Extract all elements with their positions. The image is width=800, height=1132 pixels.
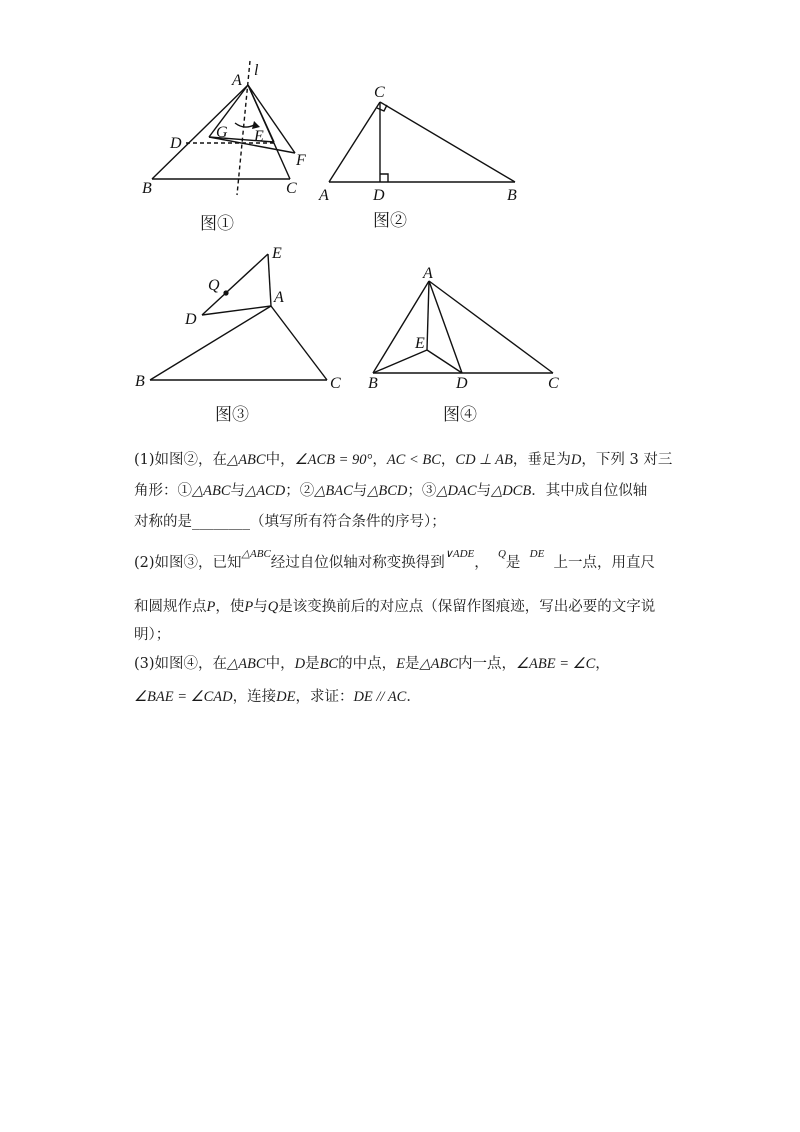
fig1-label-G: G — [216, 124, 228, 141]
text: ， — [595, 656, 610, 672]
text: ，下列 3 对三 — [581, 452, 673, 468]
text: 的中点， — [338, 656, 397, 672]
text: 上一点，用直尺 — [553, 555, 656, 571]
text: 和圆规作点 — [134, 599, 207, 615]
figure-2 — [315, 80, 525, 205]
q1-line1 — [134, 450, 672, 470]
math: Q — [497, 548, 506, 560]
fig3-label-B: B — [135, 373, 145, 390]
fig1-label-D: D — [170, 135, 182, 152]
math: △BAC — [314, 483, 353, 499]
text: 与 — [476, 483, 492, 499]
text: ， — [440, 452, 456, 468]
fig1-label-C: C — [286, 180, 297, 197]
text: 对称的是________（填写所有符合条件的序号）； — [134, 514, 446, 530]
text: 与 — [253, 599, 268, 615]
math: △ABC — [192, 483, 231, 499]
math: DE — [276, 689, 296, 705]
q2-line1 — [134, 548, 656, 574]
math: D — [294, 656, 306, 672]
figure-1 — [130, 55, 330, 205]
text: ，连接 — [232, 689, 277, 705]
fig4-label-B: B — [368, 375, 378, 392]
text: 是 — [404, 656, 420, 672]
fig2-label-D: D — [373, 187, 385, 204]
fig3-label-Q: Q — [208, 277, 220, 294]
text: 中， — [265, 452, 295, 468]
math: P — [206, 599, 216, 615]
fig2-label-A: A — [319, 187, 329, 204]
fig1-label-A: A — [232, 72, 242, 89]
fig3-label-A: A — [274, 289, 284, 306]
fig2-label-B: B — [507, 187, 517, 204]
text: ，求证： — [295, 689, 354, 705]
text: 与 — [230, 483, 246, 499]
text: 明）； — [134, 627, 171, 643]
math: ∠ABE = ∠C — [516, 656, 596, 672]
q3-line1 — [134, 654, 610, 674]
text: (2)如图③，已知 — [134, 555, 242, 571]
fig1-label-E: E — [254, 128, 264, 145]
math: DE // AC — [353, 689, 407, 705]
math: △DAC — [436, 483, 477, 499]
math: DE — [529, 548, 545, 560]
math: △ACD — [245, 483, 286, 499]
fig4-label-A: A — [423, 265, 433, 282]
fig4-label-D: D — [456, 375, 468, 392]
text: ，垂足为 — [512, 452, 571, 468]
text: ．其中成自位似轴 — [531, 483, 648, 499]
text: 与 — [352, 483, 368, 499]
fig3-label-D: D — [185, 311, 197, 328]
math: CD ⊥ AB — [455, 452, 513, 468]
fig1-caption: 图① — [200, 214, 234, 234]
fig4-label-E: E — [415, 335, 425, 352]
text: 中， — [265, 656, 295, 672]
math: AC < BC — [386, 452, 441, 468]
math: BC — [319, 656, 339, 672]
q2-line3 — [134, 625, 170, 645]
q1-line2 — [134, 481, 647, 501]
text: ，使 — [215, 599, 245, 615]
text: 是 — [305, 656, 320, 672]
math: Q — [267, 599, 279, 615]
math: △ABC — [227, 452, 266, 468]
fig3-caption: 图③ — [215, 405, 249, 425]
text: 是该变换前后的对应点（保留作图痕迹，写出必要的文字说 — [278, 599, 656, 615]
text: ， — [372, 452, 387, 468]
math: △ABC — [419, 656, 459, 672]
math: ∠ACB = 90° — [294, 452, 373, 468]
math: P — [244, 599, 254, 615]
text: ， — [474, 555, 489, 571]
math: D — [570, 452, 582, 468]
math: △BCD — [367, 483, 408, 499]
q2-line2 — [134, 597, 655, 617]
fig3-label-C: C — [330, 375, 341, 392]
fig3-label-E: E — [272, 245, 282, 262]
text: (3)如图④，在 — [134, 656, 228, 672]
math: ∨ADE — [444, 548, 475, 560]
fig2-label-C: C — [374, 84, 385, 101]
fig1-label-F: F — [296, 152, 306, 169]
math: E — [396, 656, 405, 672]
math: ∠BAE = ∠CAD — [134, 689, 233, 705]
text: 经过自位似轴对称变换得到 — [270, 555, 445, 571]
fig1-label-l: l — [254, 62, 259, 79]
text: 内一点， — [458, 656, 517, 672]
figure-3 — [130, 240, 350, 395]
math: △ABC — [227, 656, 266, 672]
fig4-label-C: C — [548, 375, 559, 392]
q1-line3 — [134, 512, 446, 532]
text: 是 — [505, 555, 521, 571]
text: (1)如图②，在 — [134, 452, 228, 468]
math: △ABC — [241, 548, 271, 560]
fig4-caption: 图④ — [443, 405, 477, 425]
text: ；③ — [407, 483, 437, 499]
fig1-label-B: B — [142, 180, 152, 197]
fig2-caption: 图② — [373, 211, 407, 231]
text: 角形：① — [134, 483, 192, 499]
text: ；② — [285, 483, 315, 499]
math: △DCB — [491, 483, 532, 499]
text: ． — [406, 689, 421, 705]
q3-line2 — [134, 687, 421, 707]
figure-4 — [360, 260, 580, 395]
